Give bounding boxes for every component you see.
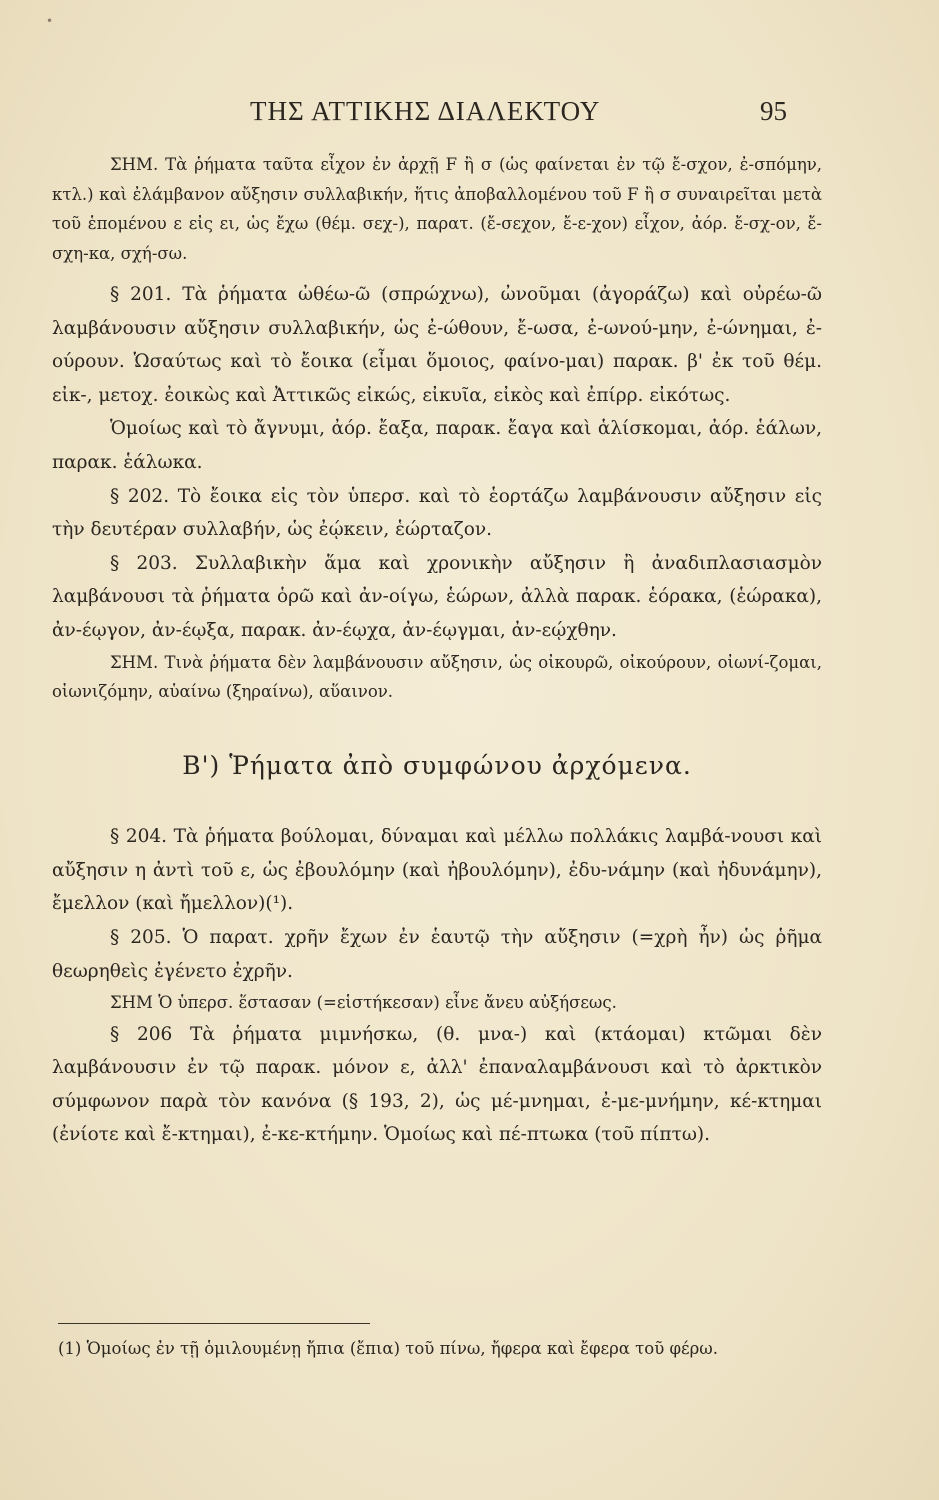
section-205: § 205. Ὁ παρατ. χρῆν ἔχων ἐν ἑαυτῷ τὴν αὔξησιν (=χρὴ ἦν) ὡς ῥῆμα θεωρηθεὶς ἐγένετο ἐχρῆν. [52,926,822,982]
running-title: ΤΗΣ ΑΤΤΙΚΗΣ ΔΙΑΛΕΚΤΟΥ [250,96,601,126]
section-203: § 203. Συλλαβικὴν ἅμα καὶ χρονικὴν αὔξησιν ἢ ἀναδιπλασιασμὸν λαμβάνουσι τὰ ῥήματα ὁρῶ καὶ ἀν-οίγω, ἑώρων, ἀλλὰ παρακ. ἑόρακα, (ἑώρακα), ἀν-έῳγον, ἀν-έῳξα, παρακ. ἀν-έῳχα, ἀν-έῳγμαι, ἀν-εῴχθην. [52,552,822,641]
section-202: § 202. Τὸ ἔοικα εἰς τὸν ὑπερσ. καὶ τὸ ἑορτάζω λαμβάνουσιν αὔξησιν εἰς τὴν δευτέραν συλλαβήν, ὡς ἐῴκειν, ἑώρταζον. [52,485,822,541]
footnote: (1) Ὁμοίως ἐν τῇ ὁμιλουμένῃ ἤπια (ἔπια) τοῦ πίνω, ἤφερα καὶ ἔφερα τοῦ φέρω. [58,1339,718,1358]
note-paragraph: ΣΗΜ Ὁ ὑπερσ. ἕστασαν (=εἱστήκεσαν) εἶνε ἄνευ αὐξήσεως. [110,993,617,1013]
page-number: 95 [760,96,787,126]
section-206: § 206 Τὰ ῥήματα μιμνήσκω, (θ. μνα-) καὶ (κτάομαι) κτῶμαι δὲν λαμβάνουσιν ἐν τῷ παρακ. μόνον ε, ἀλλ' ἐπαναλαμβάνουσι καὶ τὸ ἀρκτικὸν σύμφωνον παρὰ τὸν κανόνα (§ 193, 2), ὡς μέ-μνημαι, ἐ-με-μνήμην, κέ-κτημαι (ἐνίοτε καὶ ἔ-κτημαι), ἐ-κε-κτήμην. Ὁμοίως καὶ πέ-πτωκα (τοῦ πίπτω). [52,1023,822,1146]
page-speck: • [46,14,54,28]
section-201: § 201. Τὰ ῥήματα ὠθέω-ῶ (σπρώχνω), ὠνοῦμαι (ἀγοράζω) καὶ οὐρέω-ῶ λαμβάνουσιν αὔξησιν συλλαβικήν, ὡς ἐ-ώθουν, ἔ-ωσα, ἐ-ωνού-μην, ἐ-ώνημαι, ἐ-ούρουν. Ὡσαύτως καὶ τὸ ἔοικα (εἶμαι ὅμοιος, φαίνο-μαι) παρακ. β' ἐκ τοῦ θέμ. εἰκ-, μετοχ. ἐοικὼς καὶ Ἀττικῶς εἰκώς, εἰκυῖα, εἰκὸς καὶ ἐπίρρ. εἰκότως. [52,284,822,406]
paragraph: Ὁμοίως καὶ τὸ ἄγνυμι, ἀόρ. ἔαξα, παρακ. ἔαγα καὶ ἁλίσκομαι, ἀόρ. ἑάλων, παρακ. ἑάλωκα. [52,418,822,473]
note-paragraph: ΣΗΜ. Τινὰ ῥήματα δὲν λαμβάνουσιν αὔξησιν, ὡς οἰκουρῶ, οἰκούρουν, οἰωνί-ζομαι, οἰωνιζόμην, αὑαίνω (ξηραίνω), αὕαινον. [52,652,822,702]
subheading: Β') Ῥήματα ἀπὸ συμφώνου ἀρχόμενα. [182,750,692,780]
section-204: § 204. Τὰ ῥήματα βούλομαι, δύναμαι καὶ μέλλω πολλάκις λαμβά-νουσι καὶ αὔξησιν η ἀντὶ τοῦ ε, ὡς ἐβουλόμην (καὶ ἠβουλόμην), ἐδυ-νάμην (καὶ ἠδυνάμην), ἔμελλον (καὶ ἤμελλον)(¹). [52,826,822,915]
page-header [0,96,939,136]
page-body [52,150,822,1152]
footnote-rule [58,1323,370,1324]
note-paragraph: ΣΗΜ. Τὰ ῥήματα ταῦτα εἶχον ἐν ἀρχῇ F ἢ σ (ὡς φαίνεται ἐν τῷ ἔ-σχον, ἐ-σπόμην, κτλ.) καὶ ἐλάμβανον αὔξησιν συλλαβικήν, ἥτις ἀποβαλλομένου τοῦ F ἢ σ συναιρεῖται μετὰ τοῦ ἑπομένου ε εἰς ει, ὡς ἔχω (θέμ. σεχ-), παρατ. (ἔ-σεχον, ἔ-ε-χον) εἶχον, ἀόρ. ἔ-σχ-ον, ἔ-σχη-κα, σχή-σω. [52,155,822,263]
